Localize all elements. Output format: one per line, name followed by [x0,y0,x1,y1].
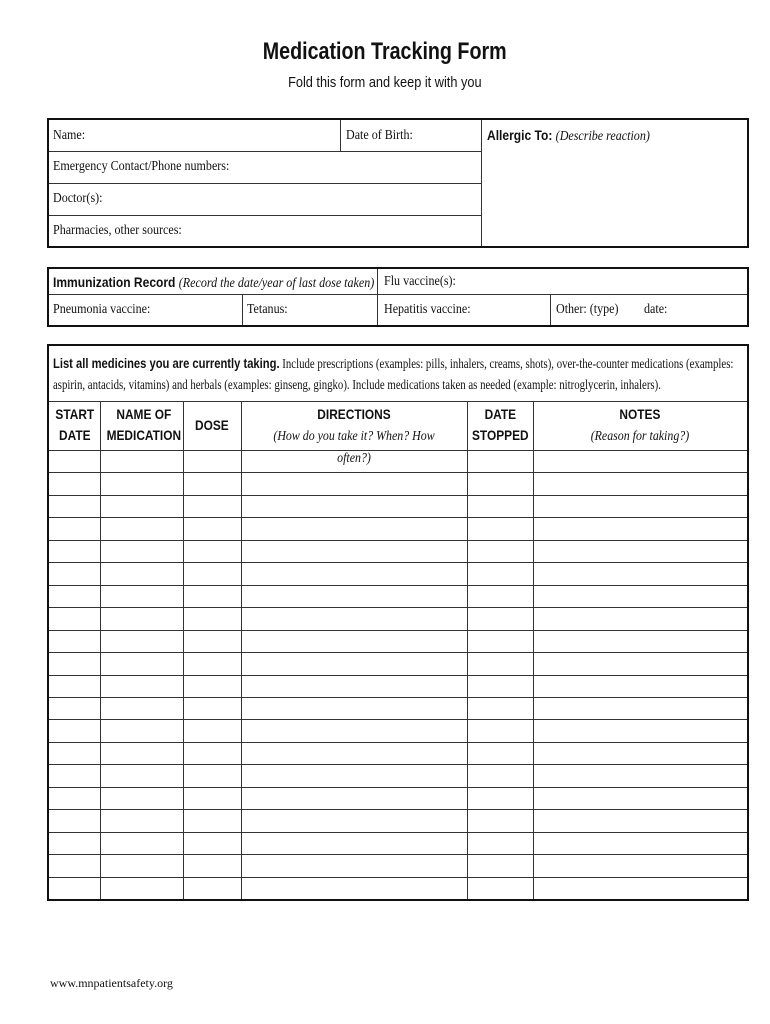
date-of-birth-field[interactable]: Date of Birth: [346,128,413,143]
table-row[interactable] [49,697,747,698]
column-divider [183,401,184,899]
flu-vaccine-field[interactable]: Flu vaccine(s): [384,274,456,289]
col-medication-name: NAME OF MEDICATION [106,406,182,443]
table-row[interactable] [49,854,747,855]
table-row[interactable] [49,809,747,810]
divider [49,183,481,184]
table-row[interactable] [49,787,747,788]
table-row[interactable] [49,630,747,631]
footer-url: www.mnpatientsafety.org [50,976,173,990]
table-row[interactable] [49,495,747,496]
table-row[interactable] [49,585,747,586]
other-vaccine-field[interactable]: Other: (type) [556,302,619,317]
doctor-field[interactable]: Doctor(s): [53,191,103,206]
notes-hint: (Reason for taking?) [590,429,690,444]
col-directions: DIRECTIONS (How do you take it? When? How often?) [273,406,435,466]
table-row[interactable] [49,517,747,518]
col-start-date: START DATE [55,406,94,443]
pharmacy-field[interactable]: Pharmacies, other sources: [53,223,182,238]
immunization-hint: (Record the date/year of last dose taken) [178,276,375,291]
immunization-title: Immunization Record (Record the date/year of last dose taken) [53,274,375,291]
col-date-stopped: DATE STOPPED [471,406,529,443]
pneumonia-vaccine-field[interactable]: Pneumonia vaccine: [53,302,151,317]
table-row[interactable] [49,562,747,563]
divider [242,295,243,325]
divider [340,120,341,152]
col-notes: NOTES (Reason for taking?) [590,406,690,444]
column-divider [241,401,242,899]
other-vaccine-date-field[interactable]: date: [644,302,668,317]
table-top-border [49,401,747,402]
table-row[interactable] [49,607,747,608]
col-dose: DOSE [195,417,229,433]
page-title: Medication Tracking Form [263,38,507,65]
table-row[interactable] [49,540,747,541]
table-row[interactable] [49,652,747,653]
column-divider [467,401,468,899]
medicines-intro-line2: aspirin, antacids, vitamins) and herbals (examples: ginseng, gingko). Include medications taken as needed (example: nitroglycerin, inhalers). [53,377,661,392]
hepatitis-vaccine-field[interactable]: Hepatitis vaccine: [384,302,471,317]
tetanus-field[interactable]: Tetanus: [247,302,288,317]
allergic-hint: (Describe reaction) [555,129,650,144]
page-subtitle: Fold this form and keep it with you [288,74,482,91]
medicines-intro-bold: List all medicines you are currently taking. [53,355,280,371]
table-row[interactable] [49,472,747,473]
table-row[interactable] [49,675,747,676]
column-divider [533,401,534,899]
table-row[interactable] [49,719,747,720]
table-row[interactable] [49,450,747,451]
directions-hint: (How do you take it? When? How often?) [273,429,435,466]
divider [550,295,551,325]
name-field[interactable]: Name: [53,128,86,143]
table-row[interactable] [49,764,747,765]
table-row[interactable] [49,877,747,878]
table-row[interactable] [49,742,747,743]
divider [49,151,481,152]
allergic-label: Allergic To: [487,127,553,143]
emergency-contact-field[interactable]: Emergency Contact/Phone numbers: [53,159,230,174]
medicines-intro: List all medicines you are currently taking. Include prescriptions (examples: pills, inhalers, creams, shots), over-the-counter medications (examples: [53,355,734,371]
column-divider [100,401,101,899]
divider [49,294,747,295]
divider [49,215,481,216]
divider [481,120,482,246]
allergic-to-field[interactable] [487,127,676,145]
table-row[interactable] [49,832,747,833]
